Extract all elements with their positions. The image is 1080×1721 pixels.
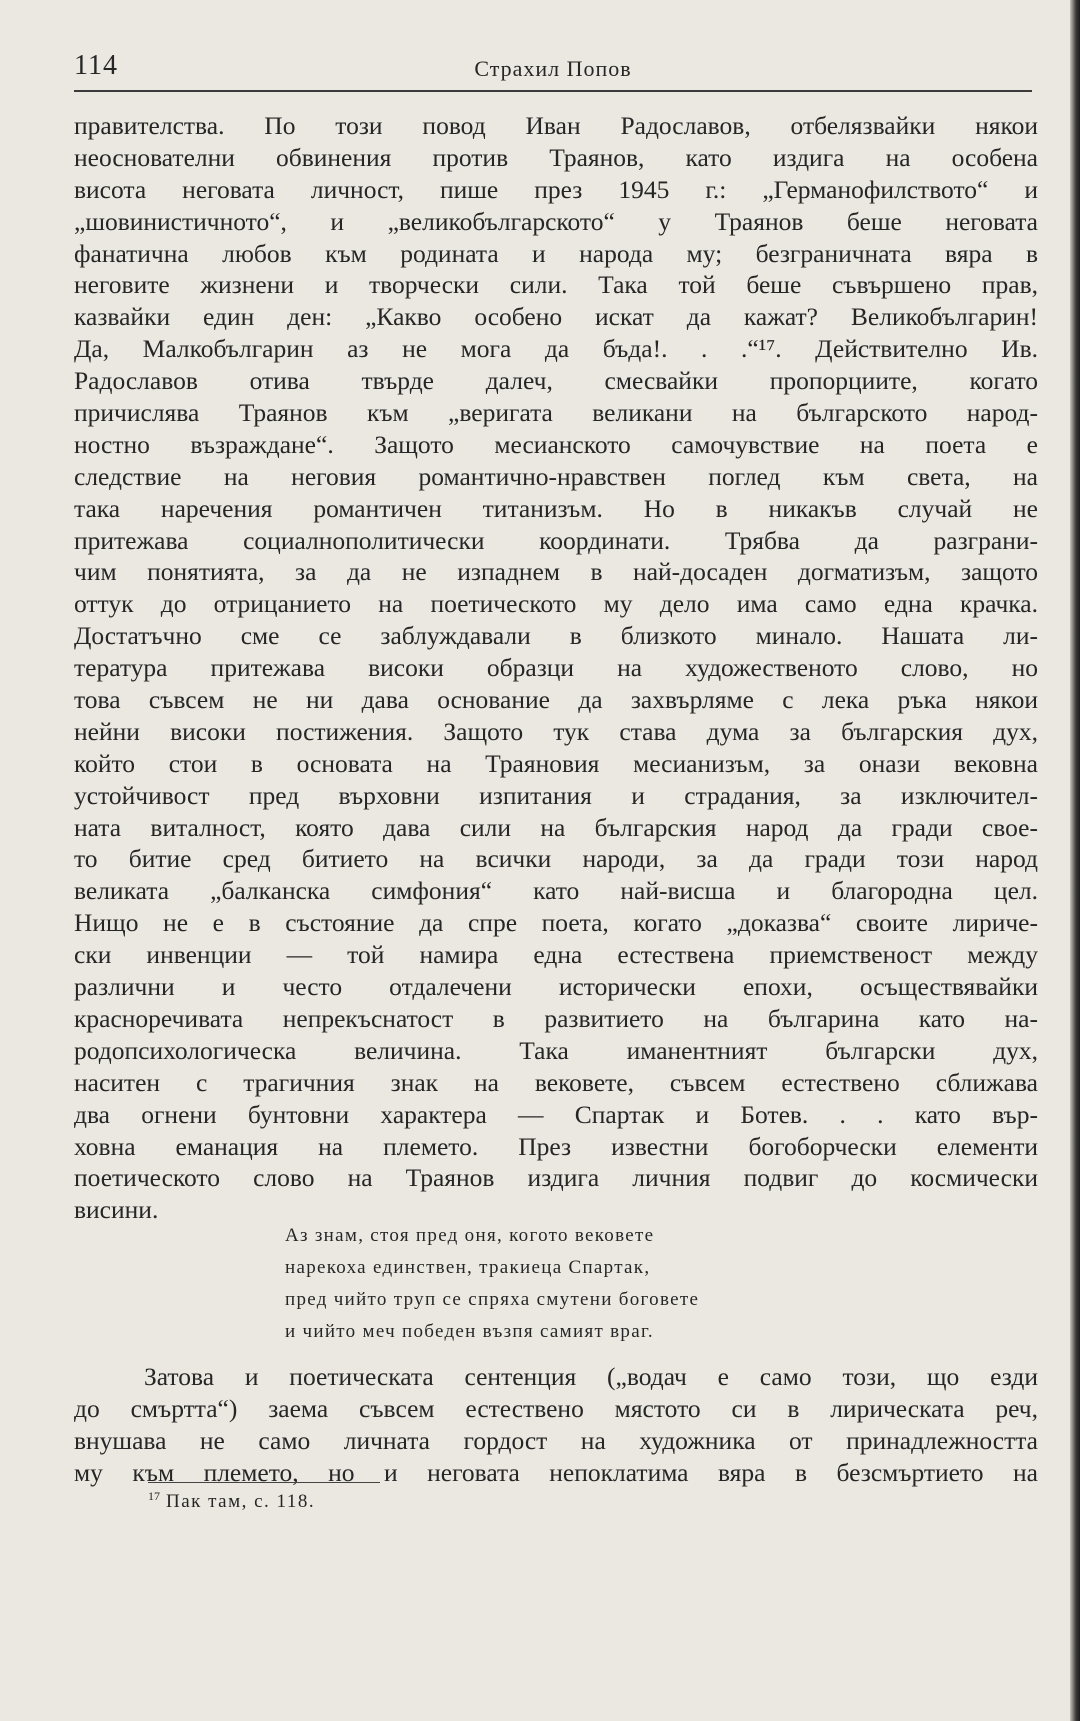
verse-line: нарекоха единствен, тракиеца Спартак, — [285, 1257, 651, 1278]
page-number: 114 — [74, 50, 118, 81]
footnote-text: Пак там, с. 118. — [166, 1491, 316, 1512]
text-line: два огнени бунтовни характера — Спартак и Ботев. . . като вър- — [74, 1099, 1038, 1129]
text-line: поетическото слово на Траянов издига личния подвиг до космически — [74, 1163, 1038, 1193]
text-line: Радославов отива твърде далеч, смесвайки пропорциите, когато — [74, 366, 1038, 396]
verse-quote — [285, 1220, 699, 1348]
book-spine-edge — [1070, 0, 1080, 1721]
footnote-marker: 17 — [148, 1489, 160, 1503]
verse-line: пред чийто труп се спряха смутени боговете — [285, 1289, 700, 1310]
text-line: причислява Траянов към „веригата великани на българското народ- — [74, 398, 1038, 428]
text-line: неоснователни обвинения против Траянов, като издига на особена — [74, 142, 1038, 172]
text-line: неговите жизнени и творчески сили. Така той беше съвършено прав, — [74, 270, 1038, 300]
text-line: висота неговата личност, пише през 1945 г.: „Германофилството“ и — [74, 174, 1038, 204]
text-line: така наречения романтичен титанизъм. Но в никакъв случай не — [74, 493, 1038, 523]
text-line: оттук до отрицанието на поетическото му дело има само една крачка. — [74, 589, 1038, 619]
paragraph-2 — [74, 1361, 1038, 1489]
text-line: висини. — [74, 1195, 159, 1225]
text-line: родопсихологическа величина. Така иманентният български дух, — [74, 1035, 1038, 1065]
text-line: правителства. По този повод Иван Радославов, отбелязвайки някои — [74, 111, 1038, 140]
text-line: то битие сред битието на всички народи, за да гради този народ — [74, 844, 1038, 874]
text-line: „шовинистичното“, и „великобългарското“ у Траянов беше неговата — [74, 206, 1038, 236]
text-line: устойчивост пред върховни изпитания и страдания, за изключител- — [74, 780, 1038, 810]
text-line: наситен с трагичния знак на вековете, съвсем естествено сближава — [74, 1067, 1038, 1097]
text-line: ховна еманация на племето. През известни богоборчески елементи — [74, 1131, 1038, 1161]
text-line: различни и често отдалечени исторически епохи, осъществявайки — [74, 972, 1038, 1002]
footnote — [148, 1489, 315, 1513]
verse-line: и чийто меч победен възпя самият враг. — [285, 1321, 654, 1342]
paragraph-1 — [74, 110, 1038, 1226]
footnote-rule — [148, 1482, 380, 1483]
verse-line: Аз знам, стоя пред оня, когото вековете — [285, 1225, 655, 1246]
text-line: Да, Малкобългарин аз не мога да бъда!. . .“¹⁷. Действително Ив. — [74, 334, 1038, 364]
text-line: чим понятията, за да не изпаднем в най-досаден догматизъм, защото — [74, 557, 1038, 587]
text-line: който стои в основата на Траяновия месианизъм, за онази вековна — [74, 748, 1038, 778]
text-line: ски инвенции — той намира една естествена приемственост между — [74, 940, 1038, 970]
text-line: следствие на неговия романтично-нравствен поглед към света, на — [74, 461, 1038, 491]
text-line: фанатична любов към родината и народа му; безграничната вяра в — [74, 238, 1038, 268]
text-line: тература притежава високи образци на художественото слово, но — [74, 653, 1038, 683]
running-head: Страхил Попов — [474, 56, 632, 81]
text-line: това съвсем не ни дава основание да захвърляме с лека ръка някои — [74, 685, 1038, 715]
text-line: великата „балканска симфония“ като най-висша и благородна цел. — [74, 876, 1038, 906]
page-header — [74, 50, 1032, 94]
text-line: Нищо не е в състояние да спре поета, когато „доказва“ своите лириче- — [74, 908, 1038, 938]
text-line: Достатъчно сме се заблуждавали в близкото минало. Нашата ли- — [74, 621, 1038, 651]
text-line: до смъртта“) заема съвсем естествено мястото си в лирическата реч, — [74, 1393, 1038, 1423]
text-line: притежава социалнополитически координати. Трябва да разграни- — [74, 525, 1038, 555]
text-line: красноречивата непрекъснатост в развитието на българина като на- — [74, 1003, 1038, 1033]
text-line: внушава не само личната гордост на художника от принадлежността — [74, 1425, 1038, 1455]
text-line: ната виталност, която дава сили на българския народ да гради свое- — [74, 812, 1038, 842]
text-line: Затова и поетическата сентенция („водач е само този, що езди — [144, 1362, 1038, 1391]
text-line: ностно възраждане“. Защото месианското самочувствие на поета е — [74, 429, 1038, 459]
text-line: нейни високи постижения. Защото тук става дума за българския дух, — [74, 716, 1038, 746]
header-rule — [74, 90, 1032, 92]
text-line: казвайки един ден: „Какво особено искат да кажат? Великобългарин! — [74, 302, 1038, 332]
text-line: му към племето, но и неговата непоклатима вяра в безсмъртието на — [74, 1457, 1038, 1487]
